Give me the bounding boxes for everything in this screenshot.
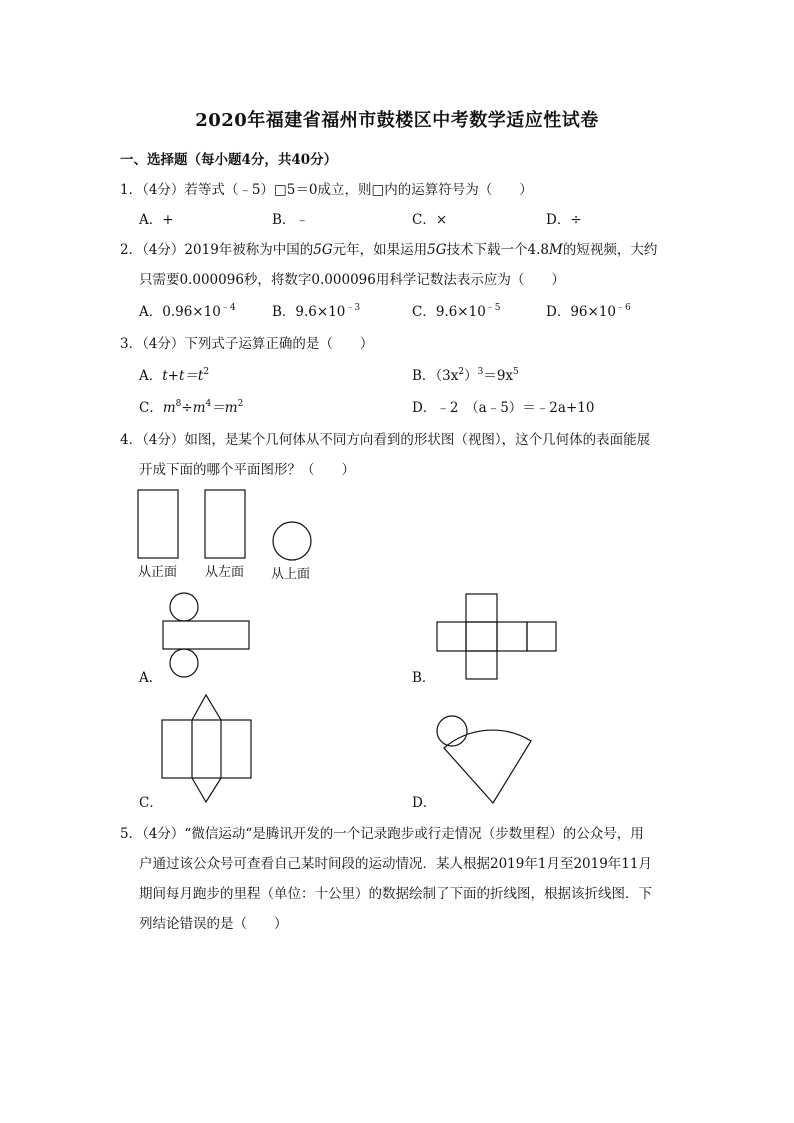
question-4-line-1: 4．（4分）如图，是某个几何体从不同方向看到的形状图（视图），这个几何体的表面能展 xyxy=(120,432,651,448)
option-a-bottom-circle xyxy=(170,649,198,677)
option-c-rectangle xyxy=(162,720,251,778)
question-5-line-1: 5．（4分）“微信运动“是腾讯开发的一个记录跑步或行走情况（步数里程）的公众号，用 xyxy=(120,826,644,842)
option-c-bottom-triangle xyxy=(192,778,221,802)
view-label-front: 从正面 xyxy=(138,565,178,580)
view-label-top: 从上面 xyxy=(271,567,311,582)
q3-option-a: A．$t+t=t^2$ xyxy=(139,367,210,384)
q2-option-a: A．$0.96\times 10^{﹣4}$ xyxy=(139,303,236,320)
top-view-circle xyxy=(273,522,311,560)
q4-option-b-label: B． xyxy=(412,670,436,686)
section-heading: 一、选择题（每小题4分，共40分） xyxy=(120,152,338,168)
question-5-line-2: 户通过该公众号可查看自己某时间段的运动情况．某人根据2019年1月至2019年11月 xyxy=(139,856,652,872)
q4-option-c-label: C． xyxy=(139,795,163,811)
q2-option-c: C．$9.6\times 10^{﹣5}$ xyxy=(412,303,501,320)
option-b-square xyxy=(466,622,497,651)
q4-option-a-label: A． xyxy=(139,670,163,686)
question-2-line-2: 只需要0.000096秒，将数字0.000096用科学记数法表示应为（ ） xyxy=(139,272,565,288)
question-3-text: 3．（4分）下列式子运算正确的是（ ） xyxy=(120,336,374,352)
q2-option-b: B．$9.6\times 10^{﹣3}$ xyxy=(272,303,361,320)
question-2-line-1: 2．（4分）2019年被称为中国的5G元年，如果运用5G技术下载一个4.8M的短视频，大约 xyxy=(120,242,658,258)
front-view-rectangle xyxy=(138,490,178,558)
q1-option-c: C．× xyxy=(412,212,448,228)
option-c-top-triangle xyxy=(192,695,221,720)
option-b-square xyxy=(497,622,527,651)
q1-option-a: A．+ xyxy=(139,212,174,228)
q3-option-c: C．$m^8\div m^4=m^2$ xyxy=(139,399,244,416)
q3-option-d: D．﹣2 （a﹣5）＝﹣2a+10 xyxy=(412,400,595,416)
option-a-top-circle xyxy=(170,593,198,621)
question-4-line-2: 开成下面的哪个平面图形？（ ） xyxy=(139,462,355,478)
q3-option-b: B．$(3x^2)^3=9x^5$ xyxy=(412,367,519,384)
page-title: 2020年福建省福州市鼓楼区中考数学适应性试卷 xyxy=(195,110,599,131)
question-1-text: 1．（4分）若等式（﹣5）□5＝0成立，则□内的运算符号为（ ） xyxy=(120,182,533,198)
q2-option-d: D．$96\times 10^{﹣6}$ xyxy=(546,303,631,320)
left-view-rectangle xyxy=(205,490,245,558)
option-a-rectangle xyxy=(163,621,249,649)
option-d-sector xyxy=(444,730,531,803)
view-label-left: 从左面 xyxy=(205,565,245,580)
question-5-line-3: 期间每月跑步的里程（单位：十公里）的数据绘制了下面的折线图，根据该折线图．下 xyxy=(139,886,652,902)
q4-option-d-label: D． xyxy=(412,795,437,811)
option-b-square xyxy=(437,622,466,651)
option-b-square xyxy=(466,651,497,679)
option-b-square xyxy=(466,594,497,622)
option-b-square xyxy=(527,622,556,651)
question-5-line-4: 列结论错误的是（ ） xyxy=(139,916,288,932)
q1-option-d: D．÷ xyxy=(546,212,582,228)
q1-option-b: B．﹣ xyxy=(272,212,309,228)
